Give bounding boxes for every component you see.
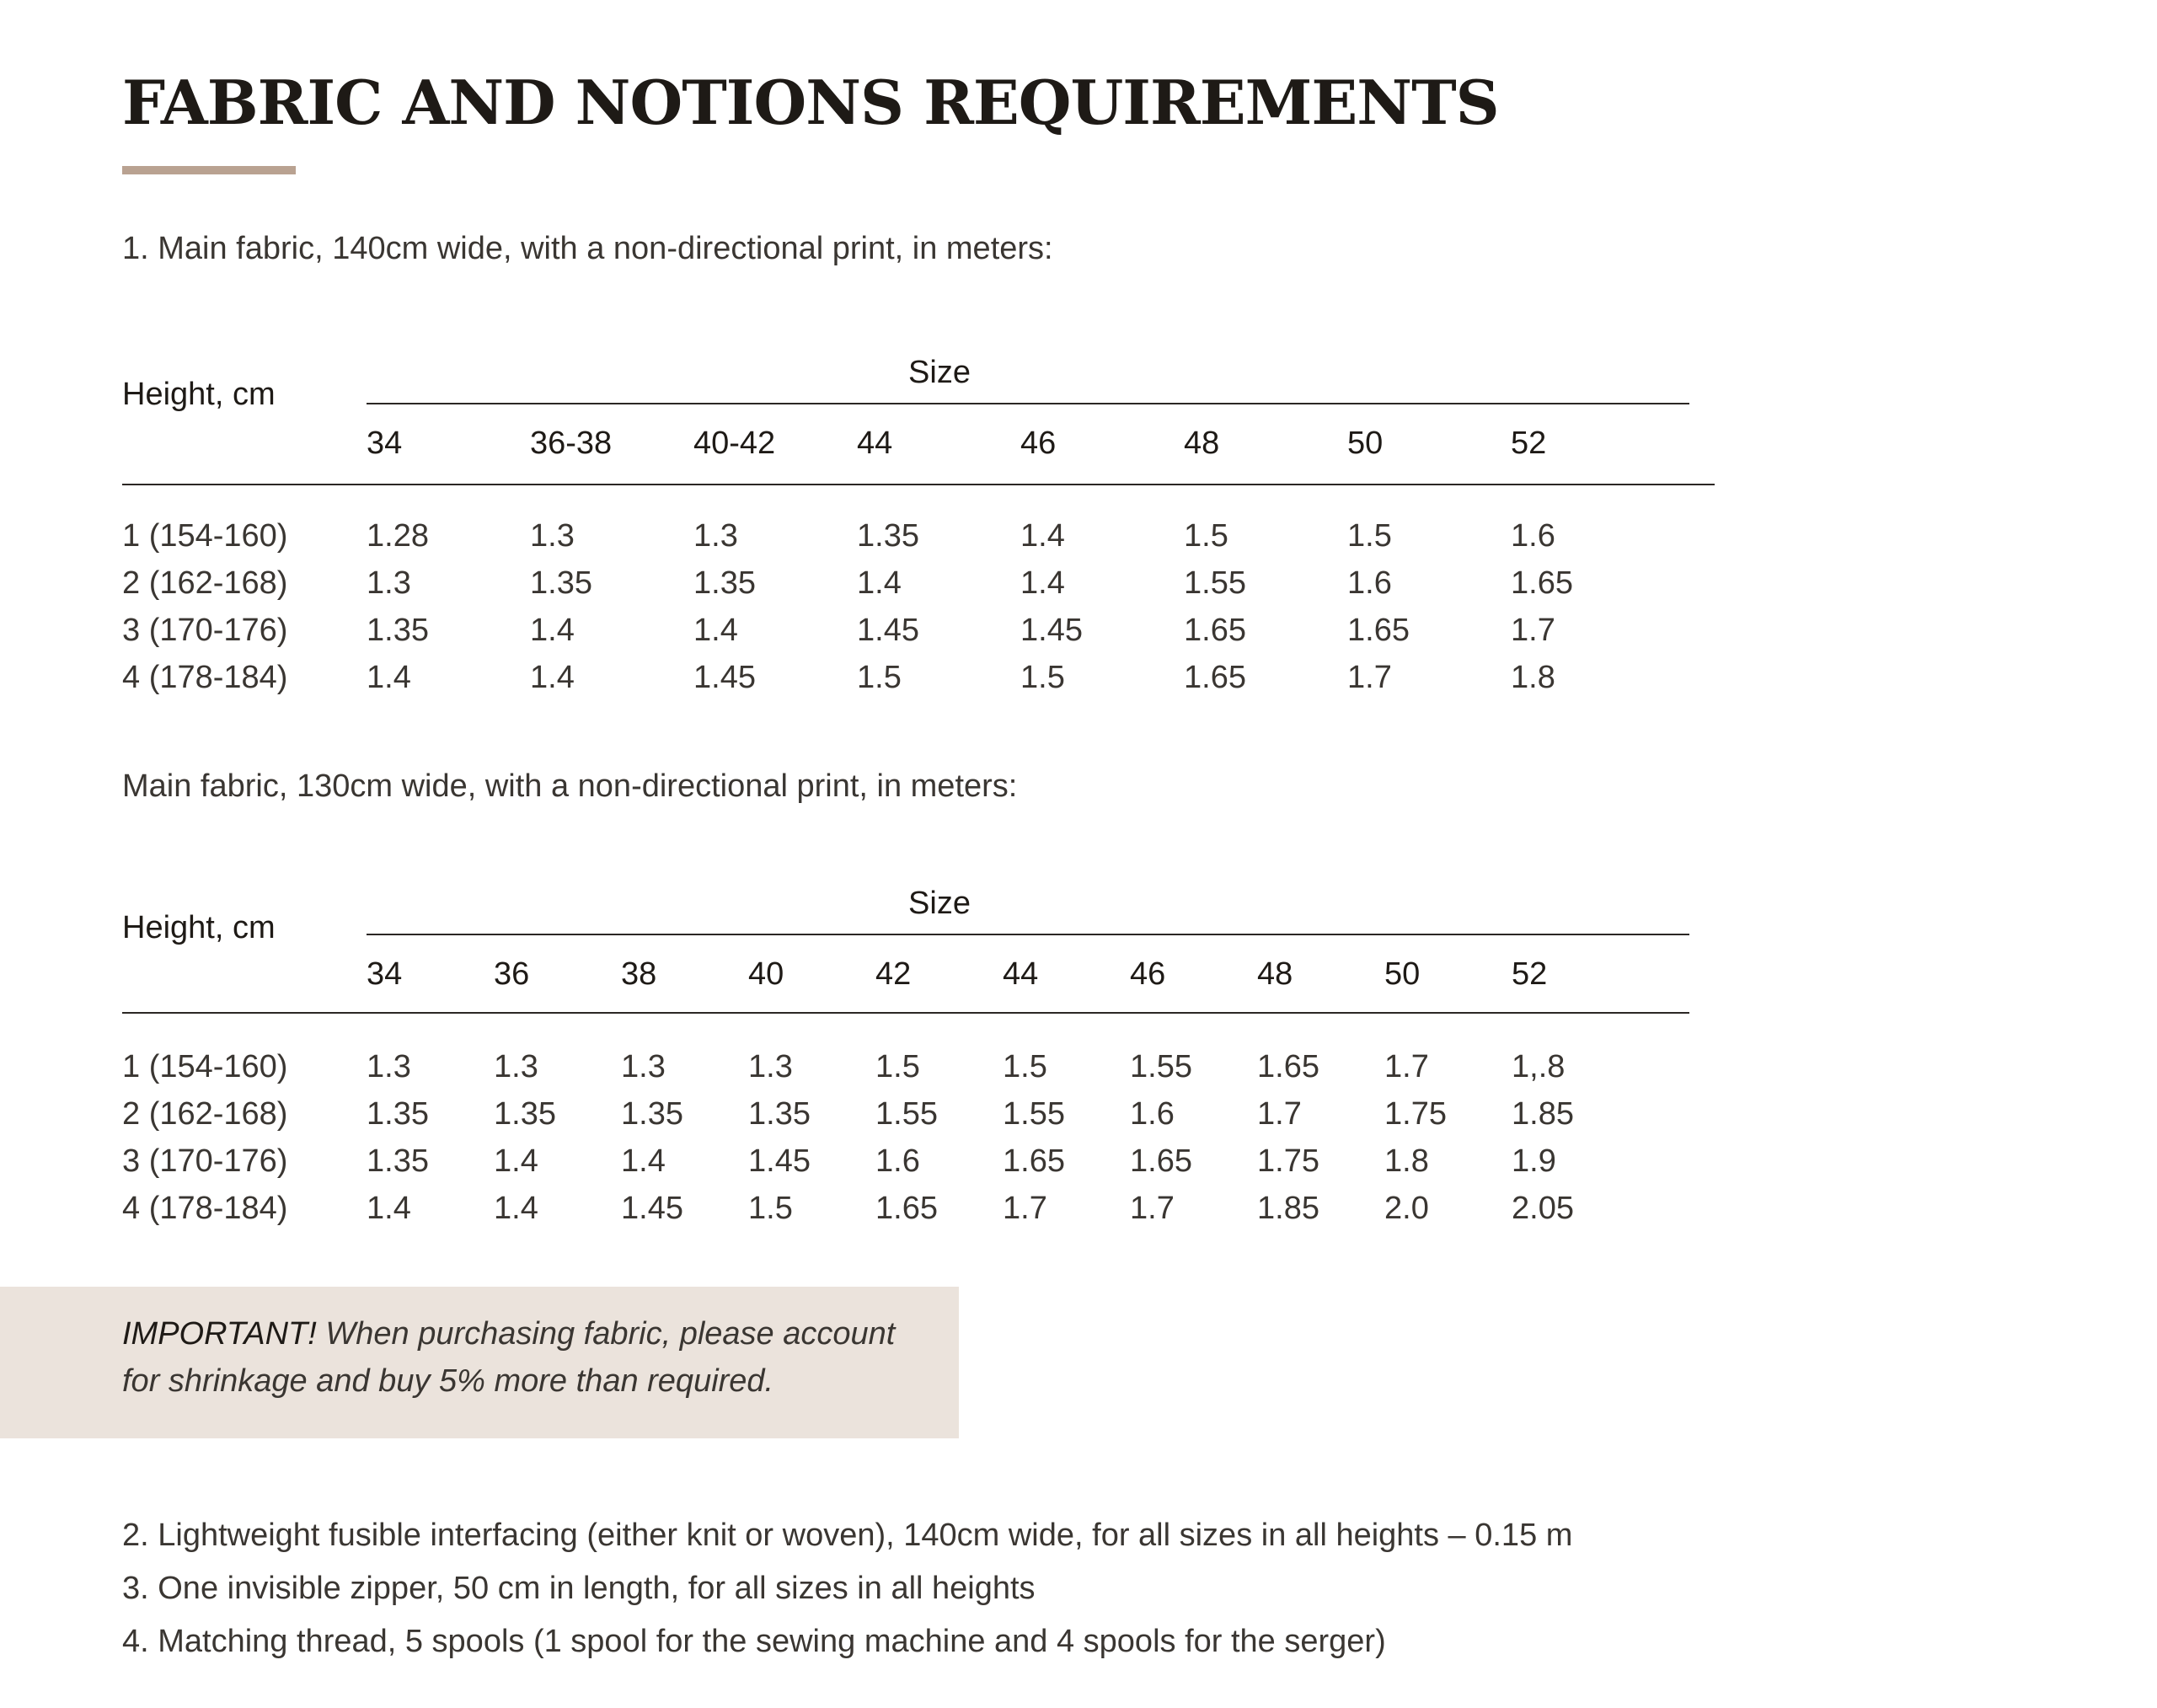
- list-item: 2. Lightweight fusible interfacing (either knit or woven), 140cm wide, for all sizes in all heights – 0.15 m: [122, 1518, 1573, 1553]
- height-label: Height, cm: [122, 910, 276, 945]
- table-cell: 1.4: [1020, 565, 1065, 601]
- table-cell: 1.3: [748, 1049, 793, 1084]
- table-cell: 1.55: [1003, 1096, 1065, 1132]
- table-cell: 1.4: [1020, 518, 1065, 554]
- column-header: 46: [1130, 956, 1166, 992]
- column-header: 44: [857, 426, 893, 461]
- table-cell: 1.55: [875, 1096, 938, 1132]
- important-note: [122, 1310, 914, 1405]
- table-cell: 1.65: [875, 1191, 938, 1226]
- column-header: 48: [1257, 956, 1293, 992]
- table-cell: 1.5: [1347, 518, 1392, 554]
- table-cell: 1.3: [621, 1049, 666, 1084]
- table-cell: 1.4: [693, 613, 738, 648]
- table-cell: 1.9: [1512, 1143, 1556, 1179]
- section1-intro: 1. Main fabric, 140cm wide, with a non-directional print, in meters:: [122, 231, 1053, 266]
- table-cell: 1.8: [1384, 1143, 1429, 1179]
- table-cell: 1.3: [693, 518, 738, 554]
- table-cell: 1.55: [1184, 565, 1246, 601]
- table-cell: 1.5: [1003, 1049, 1047, 1084]
- table-cell: 1.35: [367, 1096, 429, 1132]
- row-label: 4 (178-184): [122, 660, 288, 695]
- table-cell: 1.35: [748, 1096, 811, 1132]
- table-cell: 1.45: [693, 660, 756, 695]
- row-label: 2 (162-168): [122, 565, 288, 601]
- table-cell: 1.85: [1512, 1096, 1574, 1132]
- table-cell: 1.5: [857, 660, 902, 695]
- table-cell: 1.45: [621, 1191, 683, 1226]
- table-cell: 1.6: [1347, 565, 1392, 601]
- table-cell: 1.4: [494, 1191, 538, 1226]
- table-cell: 1.7: [1130, 1191, 1175, 1226]
- column-header: 34: [367, 956, 403, 992]
- table-cell: 1.5: [875, 1049, 920, 1084]
- table-cell: 1.7: [1511, 613, 1555, 648]
- height-label: Height, cm: [122, 377, 276, 412]
- table-cell: 1.7: [1384, 1049, 1429, 1084]
- row-label: 4 (178-184): [122, 1191, 288, 1226]
- column-header: 50: [1347, 426, 1384, 461]
- table-cell: 1.3: [367, 565, 411, 601]
- table-cell: 1.4: [857, 565, 902, 601]
- notions-list: [122, 1509, 1572, 1668]
- table-cell: 1.5: [748, 1191, 793, 1226]
- table-cell: 1.65: [1184, 660, 1246, 695]
- table-cell: 2.05: [1512, 1191, 1574, 1226]
- table-cell: 1.65: [1511, 565, 1573, 601]
- row-label: 3 (170-176): [122, 613, 288, 648]
- column-header: 40: [748, 956, 784, 992]
- table-cell: 1.75: [1257, 1143, 1319, 1179]
- table-cell: 1.7: [1257, 1096, 1302, 1132]
- table-cell: 1.35: [367, 1143, 429, 1179]
- table-cell: 1.6: [1511, 518, 1555, 554]
- table-cell: 1.3: [530, 518, 575, 554]
- table-cell: 1.45: [748, 1143, 811, 1179]
- column-header: 46: [1020, 426, 1057, 461]
- table-cell: 1.65: [1003, 1143, 1065, 1179]
- table-cell: 1.6: [875, 1143, 920, 1179]
- column-header: 42: [875, 956, 912, 992]
- table-cell: 1.3: [494, 1049, 538, 1084]
- row-label: 1 (154-160): [122, 1049, 288, 1084]
- fabric-table-130cm: [122, 872, 1588, 1234]
- table-cell: 1.55: [1130, 1049, 1192, 1084]
- column-header: 50: [1384, 956, 1421, 992]
- table-cell: 1.28: [367, 518, 429, 554]
- table-cell: 1.5: [1184, 518, 1228, 554]
- column-header: 36-38: [530, 426, 613, 461]
- column-header: 52: [1511, 426, 1547, 461]
- table-cell: 1.3: [367, 1049, 411, 1084]
- table-cell: 1.35: [857, 518, 919, 554]
- table-cell: 1.35: [621, 1096, 683, 1132]
- size-header-rule: [367, 403, 1689, 404]
- column-header: 38: [621, 956, 657, 992]
- table-cell: 1.65: [1130, 1143, 1192, 1179]
- list-item: 4. Matching thread, 5 spools (1 spool for the sewing machine and 4 spools for the serger): [122, 1624, 1386, 1659]
- table-cell: 1.75: [1384, 1096, 1447, 1132]
- important-note-box: [0, 1287, 959, 1438]
- column-header: 44: [1003, 956, 1039, 992]
- table-header-rule: [122, 1012, 1689, 1014]
- column-header: 36: [494, 956, 530, 992]
- table-cell: 1.4: [367, 660, 411, 695]
- table-cell: 1.85: [1257, 1191, 1319, 1226]
- table-cell: 1.4: [530, 613, 575, 648]
- table-cell: 1.35: [530, 565, 592, 601]
- table-cell: 1.7: [1003, 1191, 1047, 1226]
- row-label: 2 (162-168): [122, 1096, 288, 1132]
- table-cell: 1.65: [1257, 1049, 1319, 1084]
- column-header: 40-42: [693, 426, 776, 461]
- table-cell: 1.65: [1347, 613, 1410, 648]
- table-cell: 1,.8: [1512, 1049, 1566, 1084]
- column-header: 52: [1512, 956, 1548, 992]
- list-item: 3. One invisible zipper, 50 cm in length, for all sizes in all heights: [122, 1571, 1036, 1606]
- row-label: 1 (154-160): [122, 518, 288, 554]
- table-cell: 1.35: [693, 565, 756, 601]
- size-label: Size: [908, 886, 971, 921]
- important-note-text: When purchasing fabric, please account for shrinkage and buy 5% more than required.: [122, 1316, 896, 1399]
- column-header: 48: [1184, 426, 1220, 461]
- table-cell: 1.6: [1130, 1096, 1175, 1132]
- table-cell: 1.45: [1020, 613, 1083, 648]
- column-header: 34: [367, 426, 403, 461]
- page-title: FABRIC AND NOTIONS REQUIREMENTS: [122, 67, 1499, 138]
- table-cell: 1.35: [367, 613, 429, 648]
- table-cell: 1.45: [857, 613, 919, 648]
- section2-intro: Main fabric, 130cm wide, with a non-directional print, in meters:: [122, 768, 1018, 804]
- table-cell: 1.4: [530, 660, 575, 695]
- table-cell: 1.4: [621, 1143, 666, 1179]
- table-cell: 1.5: [1020, 660, 1065, 695]
- table-cell: 1.4: [367, 1191, 411, 1226]
- table-cell: 1.7: [1347, 660, 1392, 695]
- size-label: Size: [908, 355, 971, 390]
- row-label: 3 (170-176): [122, 1143, 288, 1179]
- fabric-table-140cm: [122, 341, 1588, 704]
- title-underline: [122, 166, 296, 174]
- table-cell: 1.65: [1184, 613, 1246, 648]
- table-cell: 1.4: [494, 1143, 538, 1179]
- table-cell: 1.35: [494, 1096, 556, 1132]
- table-cell: 1.8: [1511, 660, 1555, 695]
- table-cell: 2.0: [1384, 1191, 1429, 1226]
- table-header-rule: [122, 484, 1715, 485]
- size-header-rule: [367, 934, 1689, 935]
- important-note-label: IMPORTANT!: [122, 1316, 317, 1352]
